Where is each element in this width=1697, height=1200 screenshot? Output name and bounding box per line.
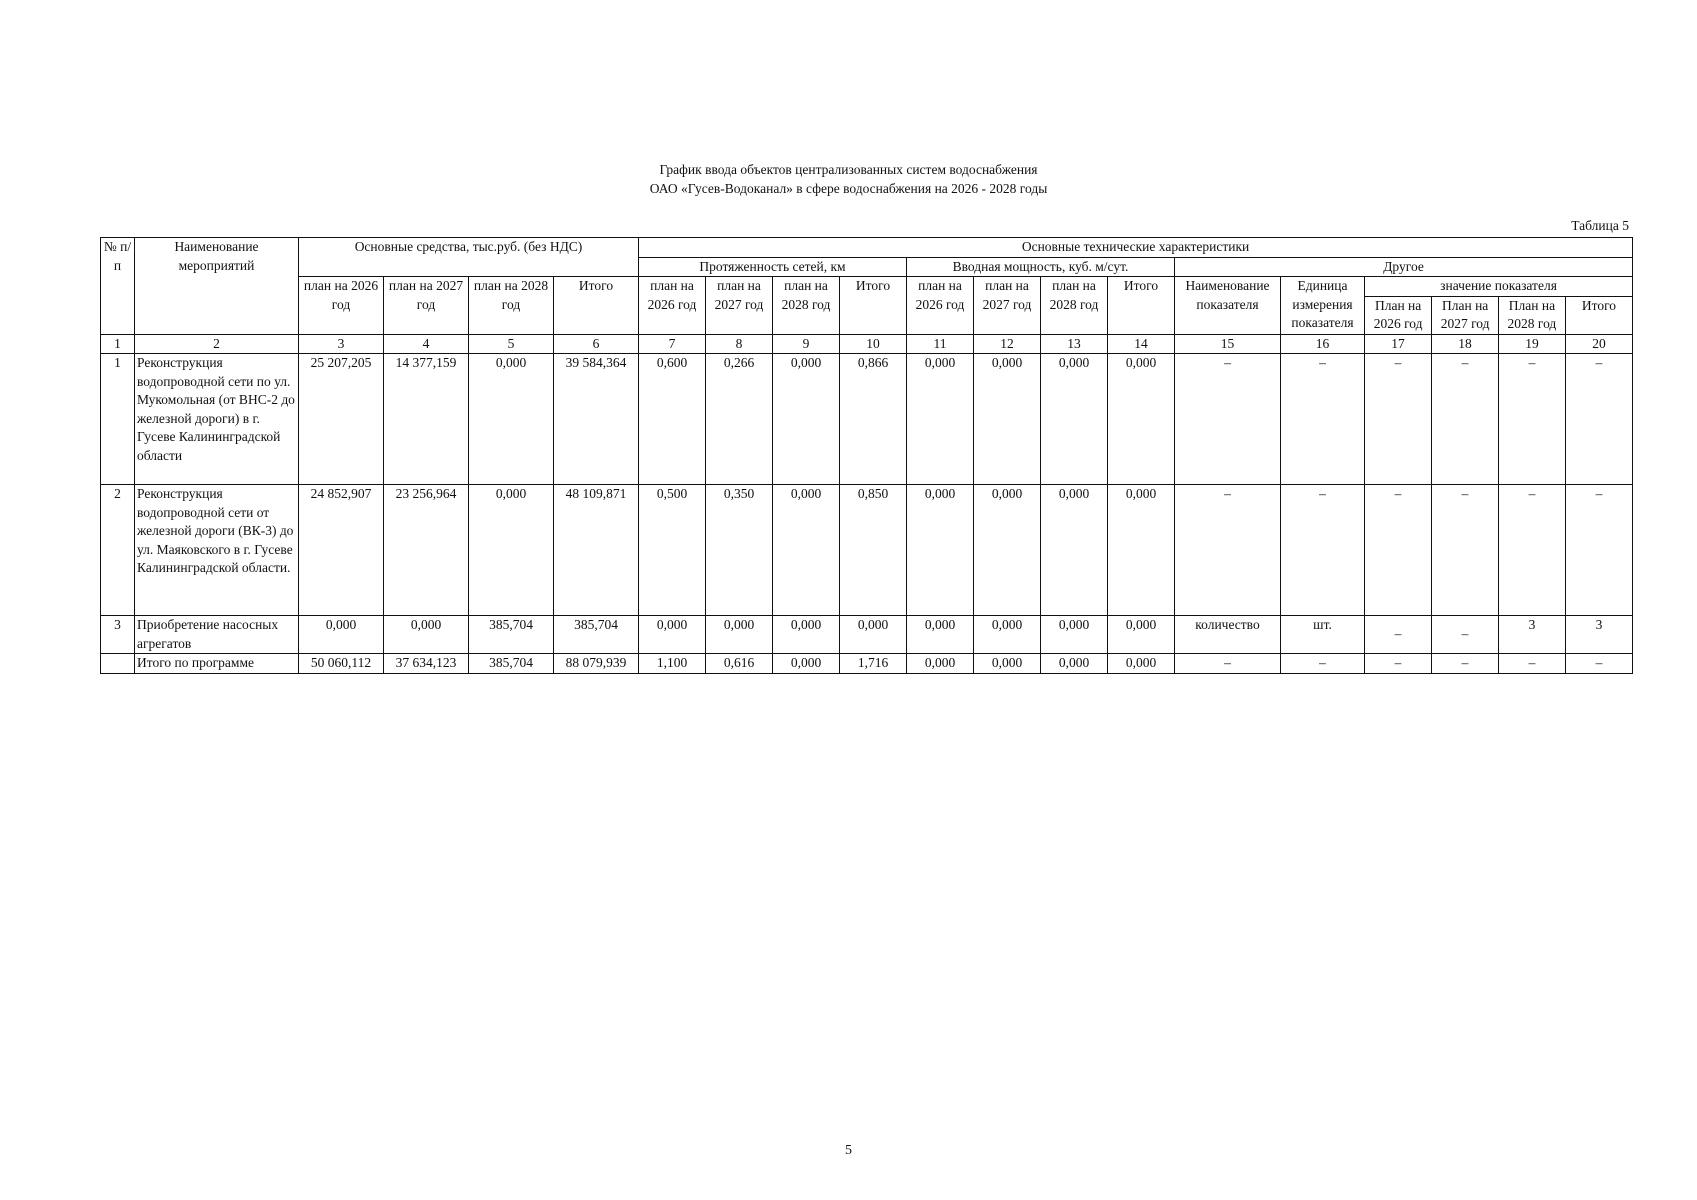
cell-fa-2027: 23 256,964 (384, 485, 469, 616)
cell-len-2026: 0,600 (639, 354, 706, 485)
col-number: 5 (469, 334, 554, 354)
header-cap-total: Итого (1108, 277, 1175, 335)
total-len-2027: 0,616 (706, 654, 773, 674)
cell-cap-2026: 0,000 (907, 616, 974, 654)
cell-val-total: – (1566, 354, 1633, 485)
col-number: 6 (554, 334, 639, 354)
header-len-2028: план на 2028 год (773, 277, 840, 335)
cell-indicator-unit: – (1281, 485, 1365, 616)
row-name: Приобретение насосных агрегатов (135, 616, 299, 654)
header-len-2026: план на 2026 год (639, 277, 706, 335)
cell-val-2027: – (1432, 354, 1499, 485)
cell-fa-2026: 0,000 (299, 616, 384, 654)
total-val-2026: – (1365, 654, 1432, 674)
col-number: 11 (907, 334, 974, 354)
cell-fa-2028: 0,000 (469, 485, 554, 616)
total-fa-2028: 385,704 (469, 654, 554, 674)
cell-val-2028: – (1499, 485, 1566, 616)
total-val-total: – (1566, 654, 1633, 674)
header-tech: Основные технические характеристики (639, 238, 1633, 258)
total-len-2026: 1,100 (639, 654, 706, 674)
cell-cap-2026: 0,000 (907, 354, 974, 485)
header-cap-2028: план на 2028 год (1041, 277, 1108, 335)
col-number: 13 (1041, 334, 1108, 354)
col-number: 8 (706, 334, 773, 354)
cell-cap-2026: 0,000 (907, 485, 974, 616)
column-number-row (101, 334, 1633, 354)
col-number: 20 (1566, 334, 1633, 354)
header-val-2026: План на 2026 год (1365, 296, 1432, 334)
cell-val-2026: – (1365, 485, 1432, 616)
cell-val-total: – (1566, 485, 1633, 616)
col-number: 16 (1281, 334, 1365, 354)
cell-len-total: 0,850 (840, 485, 907, 616)
header-fa-2026: план на 2026 год (299, 277, 384, 335)
cell-fa-total: 385,704 (554, 616, 639, 654)
total-num (101, 654, 135, 674)
cell-len-total: 0,000 (840, 616, 907, 654)
cell-fa-2028: 385,704 (469, 616, 554, 654)
col-number: 15 (1175, 334, 1281, 354)
cell-indicator-unit: шт. (1281, 616, 1365, 654)
cell-cap-2027: 0,000 (974, 616, 1041, 654)
page-number: 5 (845, 1143, 852, 1158)
total-fa-2027: 37 634,123 (384, 654, 469, 674)
cell-fa-2026: 24 852,907 (299, 485, 384, 616)
row-name: Реконструкция водопроводной сети от железной дороги (ВК-3) до ул. Маяковского в г. Гусеве Калининградской области. (135, 485, 299, 616)
header-value-group (1365, 277, 1633, 335)
col-number: 7 (639, 334, 706, 354)
col-number: 12 (974, 334, 1041, 354)
header-len-total: Итого (840, 277, 907, 335)
cell-val-total: 3 (1566, 616, 1633, 654)
table-label: Таблица 5 (1571, 218, 1629, 233)
cell-len-2028: 0,000 (773, 354, 840, 485)
header-cap-2026: план на 2026 год (907, 277, 974, 335)
cell-len-2026: 0,000 (639, 616, 706, 654)
cell-cap-2028: 0,000 (1041, 354, 1108, 485)
row-name: Реконструкция водопроводной сети по ул. Мукомольная (от ВНС-2 до железной дороги) в г. Гусеве Калининградской области (135, 354, 299, 485)
cell-fa-total: 39 584,364 (554, 354, 639, 485)
cell-cap-total: 0,000 (1108, 616, 1175, 654)
header-indicator-name: Наименование показателя (1175, 277, 1281, 335)
total-name: Итого по программе (135, 654, 299, 674)
header-other: Другое (1175, 257, 1633, 277)
header-row-3 (101, 277, 1633, 335)
header-indicator-value: значение показателя (1365, 277, 1632, 296)
row-num: 1 (101, 354, 135, 485)
total-cap-total: 0,000 (1108, 654, 1175, 674)
header-value-subtable (1365, 277, 1632, 334)
total-len-2028: 0,000 (773, 654, 840, 674)
cell-cap-2028: 0,000 (1041, 616, 1108, 654)
header-cap-2027: план на 2027 год (974, 277, 1041, 335)
col-number: 9 (773, 334, 840, 354)
row-num: 2 (101, 485, 135, 616)
header-capacity: Вводная мощность, куб. м/сут. (907, 257, 1175, 277)
cell-val-2027: – (1432, 616, 1499, 654)
cell-fa-2028: 0,000 (469, 354, 554, 485)
col-number: 18 (1432, 334, 1499, 354)
cell-indicator-name: – (1175, 485, 1281, 616)
total-fa-total: 88 079,939 (554, 654, 639, 674)
header-row-1 (101, 238, 1633, 258)
cell-len-total: 0,866 (840, 354, 907, 485)
total-row (101, 654, 1633, 674)
col-number: 4 (384, 334, 469, 354)
col-number: 17 (1365, 334, 1432, 354)
header-num: № п/п (101, 238, 135, 335)
col-number: 19 (1499, 334, 1566, 354)
header-indicator-unit: Единица измерения показателя (1281, 277, 1365, 335)
cell-val-2026: – (1365, 354, 1432, 485)
table-row (101, 485, 1633, 616)
col-number: 2 (135, 334, 299, 354)
cell-val-2027: – (1432, 485, 1499, 616)
header-length: Протяженность сетей, км (639, 257, 907, 277)
cell-fa-total: 48 109,871 (554, 485, 639, 616)
title-line-2: ОАО «Гусев-Водоканал» в сфере водоснабжения на 2026 - 2028 годы (649, 181, 1048, 196)
total-indicator-name: – (1175, 654, 1281, 674)
cell-len-2028: 0,000 (773, 485, 840, 616)
header-name: Наименование мероприятий (135, 238, 299, 335)
total-cap-2026: 0,000 (907, 654, 974, 674)
cell-fa-2027: 0,000 (384, 616, 469, 654)
total-indicator-unit: – (1281, 654, 1365, 674)
cell-cap-2028: 0,000 (1041, 485, 1108, 616)
cell-cap-total: 0,000 (1108, 485, 1175, 616)
title-line-1: График ввода объектов централизованных систем водоснабжения (659, 162, 1038, 177)
total-cap-2027: 0,000 (974, 654, 1041, 674)
header-len-2027: план на 2027 год (706, 277, 773, 335)
col-number: 1 (101, 334, 135, 354)
cell-val-2026: – (1365, 616, 1432, 654)
header-val-total: Итого (1581, 297, 1617, 313)
header-val-2027: План на 2027 год (1432, 296, 1499, 334)
total-val-2028: – (1499, 654, 1566, 674)
schedule-table (100, 237, 1633, 674)
header-val-2028: План на 2028 год (1499, 296, 1566, 334)
header-fa-total: Итого (554, 277, 639, 335)
cell-cap-2027: 0,000 (974, 485, 1041, 616)
cell-len-2027: 0,000 (706, 616, 773, 654)
cell-val-2028: 3 (1499, 616, 1566, 654)
cell-len-2027: 0,266 (706, 354, 773, 485)
cell-fa-2027: 14 377,159 (384, 354, 469, 485)
col-number: 14 (1108, 334, 1175, 354)
total-fa-2026: 50 060,112 (299, 654, 384, 674)
document-title (0, 160, 1697, 198)
cell-cap-total: 0,000 (1108, 354, 1175, 485)
cell-cap-2027: 0,000 (974, 354, 1041, 485)
row-num: 3 (101, 616, 135, 654)
header-fa-2027: план на 2027 год (384, 277, 469, 335)
header-fixed-assets: Основные средства, тыс.руб. (без НДС) (299, 238, 639, 277)
table-row (101, 616, 1633, 654)
cell-val-2028: – (1499, 354, 1566, 485)
cell-indicator-name: количество (1175, 616, 1281, 654)
cell-len-2026: 0,500 (639, 485, 706, 616)
total-val-2027: – (1432, 654, 1499, 674)
cell-indicator-unit: – (1281, 354, 1365, 485)
col-number: 10 (840, 334, 907, 354)
cell-indicator-name: – (1175, 354, 1281, 485)
table-row (101, 354, 1633, 485)
total-len-total: 1,716 (840, 654, 907, 674)
cell-len-2027: 0,350 (706, 485, 773, 616)
total-cap-2028: 0,000 (1041, 654, 1108, 674)
col-number: 3 (299, 334, 384, 354)
cell-fa-2026: 25 207,205 (299, 354, 384, 485)
header-fa-2028: план на 2028 год (469, 277, 554, 335)
cell-len-2028: 0,000 (773, 616, 840, 654)
